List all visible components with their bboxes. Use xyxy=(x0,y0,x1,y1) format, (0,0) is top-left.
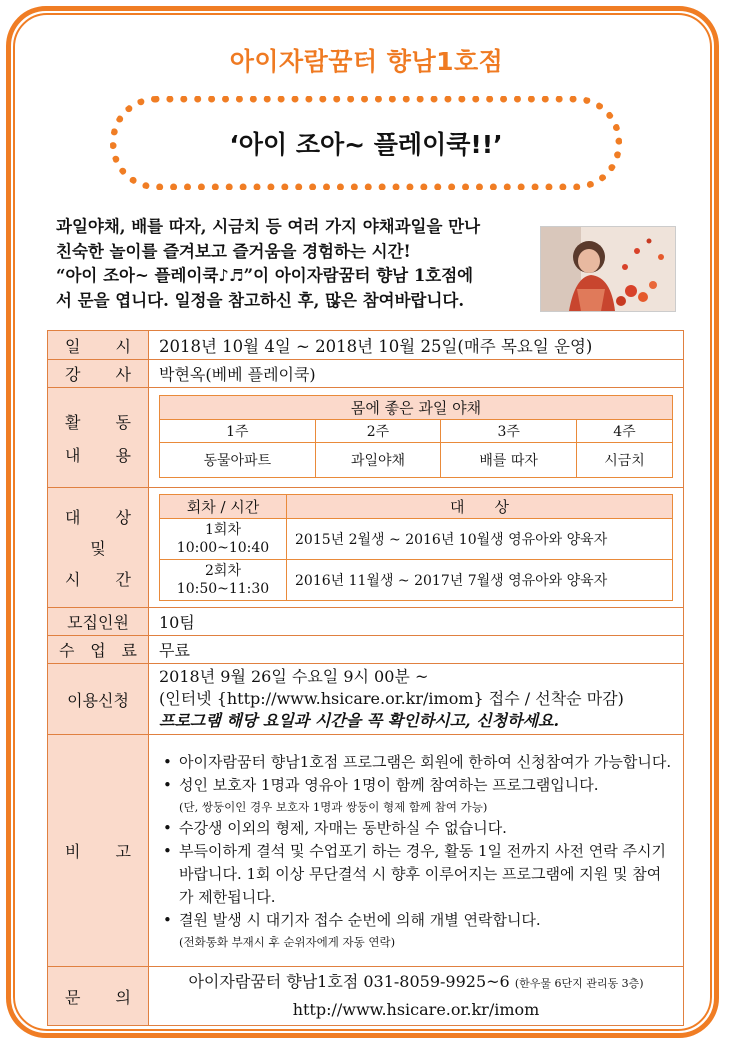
apply-label: 이용신청 xyxy=(48,664,149,735)
contact-label xyxy=(48,967,149,1026)
date-label xyxy=(48,331,149,360)
child-photo xyxy=(540,226,676,312)
label-char: 일 xyxy=(65,336,81,356)
label-char: 업 xyxy=(90,641,106,660)
note-item: • 성인 보호자 1명과 영유아 1명이 함께 참여하는 프로그램입니다. xyxy=(163,776,599,794)
note-sub: (단, 쌍둥이인 경우 보호자 1명과 쌍둥이 형제 함께 참여 가능) xyxy=(179,800,488,814)
contact-url[interactable]: http://www.hsicare.or.kr/imom xyxy=(292,1000,540,1019)
label-char: 고 xyxy=(115,842,131,861)
label-char: 강 xyxy=(65,365,81,384)
label-char: 의 xyxy=(115,987,131,1007)
topic-cell: 배를 따자 xyxy=(441,443,577,478)
schedule-table xyxy=(159,494,673,601)
date-row xyxy=(48,331,684,360)
notes-row xyxy=(48,735,684,967)
schedule-row xyxy=(160,519,673,560)
date-value: 2018년 10월 4일 ~ 2018년 10월 25일(매주 목요일 운영) xyxy=(149,331,684,360)
child-photo-image xyxy=(541,227,675,311)
week-cell: 4주 xyxy=(576,420,672,443)
note-sub: (전화통화 부재시 후 순위자에게 자동 연락) xyxy=(179,935,396,949)
program-title: ‘아이 조아~ 플레이쿡!!’ xyxy=(229,130,503,159)
label-char: 간 xyxy=(115,570,131,589)
instructor-row xyxy=(48,360,684,388)
label-char: 시 xyxy=(65,570,81,589)
label-char: 활 xyxy=(65,412,81,432)
recruit-row xyxy=(48,608,684,636)
label-char: 내 xyxy=(65,445,81,465)
recruit-label: 모집인원 xyxy=(48,608,149,636)
week-cell: 1주 xyxy=(160,420,316,443)
activity-header: 몸에 좋은 과일 야채 xyxy=(160,396,673,420)
activity-label xyxy=(48,388,149,488)
activity-row xyxy=(48,388,684,488)
instructor-value: 박현옥(베베 플레이쿡) xyxy=(149,360,684,388)
topic-cell: 과일야채 xyxy=(315,443,441,478)
contact-row xyxy=(48,967,684,1026)
info-table xyxy=(47,330,684,1026)
center-name: 아이자람꿈터 향남1호점 xyxy=(229,47,504,76)
intro-text xyxy=(56,215,528,313)
fee-row xyxy=(48,636,684,664)
intro-line: 서 문을 엽니다. 일정을 참고하신 후, 많은 참여바랍니다. xyxy=(56,290,465,310)
label-char: 및 xyxy=(90,539,106,558)
notes-value xyxy=(149,735,684,967)
label-char: 수 xyxy=(59,641,75,660)
contact-value xyxy=(149,967,684,1026)
apply-row xyxy=(48,664,684,735)
label-char: 상 xyxy=(115,508,131,527)
fee-label xyxy=(48,636,149,664)
session-cell: 2회차 10:50~11:30 xyxy=(160,560,287,601)
intro-line: 과일야채, 배를 따자, 시금치 등 여러 가지 야채과일을 만나 xyxy=(56,217,481,236)
recruit-value: 10팀 xyxy=(149,608,684,636)
apply-notice: 프로그램 해당 요일과 시간을 꼭 확인하시고, 신청하세요. xyxy=(159,711,560,730)
notes-list xyxy=(161,749,675,952)
intro-line: 친숙한 놀이를 즐겨보고 즐거움을 경험하는 시간! xyxy=(56,241,411,261)
activity-table xyxy=(159,395,673,478)
apply-value xyxy=(149,664,684,735)
label-char: 용 xyxy=(115,445,131,465)
session-cell: 1회차 10:00~10:40 xyxy=(160,519,287,560)
intro-line: “아이 조아~ 플레이쿡♪♬”이 아이자람꿈터 향남 1호점에 xyxy=(56,266,474,285)
label-char: 사 xyxy=(115,365,131,384)
notes-label xyxy=(48,735,149,967)
target-cell: 2015년 2월생 ~ 2016년 10월생 영유아와 양육자 xyxy=(287,519,673,560)
label-char: 대 xyxy=(65,508,81,527)
label-char: 시 xyxy=(115,336,131,356)
label-char: 비 xyxy=(65,842,81,861)
target-cell: 2016년 11월생 ~ 2017년 7월생 영유아와 양육자 xyxy=(287,560,673,601)
topic-cell: 동물아파트 xyxy=(160,443,316,478)
label-char: 료 xyxy=(121,641,137,660)
note-item: • 수강생 이외의 형제, 자매는 동반하실 수 없습니다. xyxy=(163,819,507,837)
week-cell: 3주 xyxy=(441,420,577,443)
apply-method: (인터넷 {http://www.hsicare.or.kr/imom} 접수 / 선착순 마감) xyxy=(159,689,624,708)
label-char: 문 xyxy=(65,987,81,1007)
note-item: • 아이자람꿈터 향남1호점 프로그램은 회원에 한하여 신청참여가 가능합니다. xyxy=(163,753,672,771)
note-item: • 부득이하게 결석 및 수업포기 하는 경우, 활동 1일 전까지 사전 연락 주시기 바랍니다. 1회 이상 무단결석 시 향후 이루어지는 프로그램에 지원 및 참여가 제한됩니다. xyxy=(163,842,666,906)
week-cell: 2주 xyxy=(315,420,441,443)
topic-cell: 시금치 xyxy=(576,443,672,478)
contact-phone: 아이자람꿈터 향남1호점 031-8059-9925~6 (한우물 6단지 관리동 3층) xyxy=(188,972,644,991)
label-char: 동 xyxy=(115,412,131,432)
schedule-row xyxy=(160,560,673,601)
instructor-label xyxy=(48,360,149,388)
target-value xyxy=(149,488,684,608)
session-header: 회차 / 시간 xyxy=(160,495,287,519)
target-header: 대 상 xyxy=(287,495,673,519)
note-item: • 결원 발생 시 대기자 접수 순번에 의해 개별 연락합니다. xyxy=(163,911,541,929)
fee-value: 무료 xyxy=(149,636,684,664)
target-row xyxy=(48,488,684,608)
activity-value xyxy=(149,388,684,488)
apply-date: 2018년 9월 26일 수요일 9시 00분 ~ xyxy=(159,667,429,686)
target-label xyxy=(48,488,149,608)
